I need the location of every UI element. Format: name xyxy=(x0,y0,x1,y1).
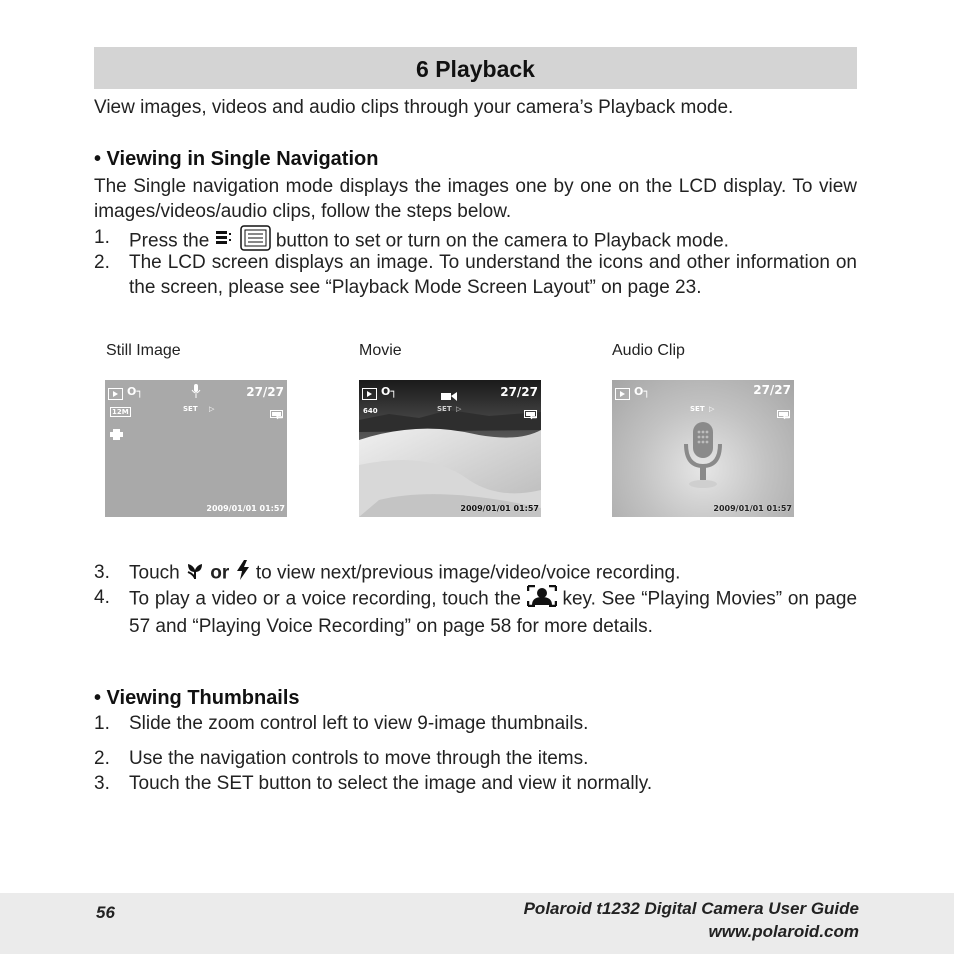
datetime-stamp: 2009/01/01 01:57 xyxy=(460,504,539,513)
card-icon: ⇐ xyxy=(782,413,790,423)
playback-mode-icon xyxy=(108,388,123,400)
step-number: 1. xyxy=(94,227,110,248)
intro-text: View images, videos and audio clips through your camera’s Playback mode. xyxy=(94,97,734,118)
heading-single-navigation: • Viewing in Single Navigation xyxy=(94,148,379,170)
lock-icon: O┐ xyxy=(381,385,397,398)
caption-movie: Movie xyxy=(359,342,402,359)
play-indicator-icon: ▷ xyxy=(709,405,715,413)
card-icon: ⇐ xyxy=(275,413,283,423)
step-number: 2. xyxy=(94,252,110,273)
datetime-stamp: 2009/01/01 01:57 xyxy=(206,504,285,513)
resolution-badge: 640 xyxy=(363,407,378,415)
lock-icon: O┐ xyxy=(634,385,650,398)
set-indicator: SET xyxy=(183,405,198,413)
section-title: 6 Playback xyxy=(416,56,535,82)
microphone-icon xyxy=(191,383,201,402)
play-indicator-icon: ▷ xyxy=(456,405,462,413)
step-3-or: or xyxy=(210,562,230,584)
step-number: 4. xyxy=(94,587,110,608)
guide-title: Polaroid t1232 Digital Camera User Guide xyxy=(523,899,859,918)
playback-mode-icon xyxy=(615,388,630,400)
datetime-stamp: 2009/01/01 01:57 xyxy=(713,504,792,513)
movie-icon xyxy=(441,386,457,405)
step-3-post: to view next/previous image/video/voice recording. xyxy=(255,562,681,584)
step-1-pre: Press the xyxy=(129,230,210,252)
step-3 xyxy=(129,560,857,587)
card-icon: ⇐ xyxy=(529,413,537,423)
caption-audio-clip: Audio Clip xyxy=(612,342,685,359)
flash-icon xyxy=(235,560,251,587)
website-link[interactable]: www.polaroid.com xyxy=(708,922,859,941)
page-number: 56 xyxy=(96,903,115,922)
movie-screen xyxy=(359,380,541,517)
heading-viewing-thumbnails: • Viewing Thumbnails xyxy=(94,687,300,709)
set-indicator: SET xyxy=(437,405,452,413)
file-counter: 27/27 xyxy=(500,385,538,399)
lock-icon: O┐ xyxy=(127,385,143,398)
set-indicator: SET xyxy=(690,405,705,413)
thumb-step-3: Touch the SET button to select the image and view it normally. xyxy=(129,773,653,794)
step-4-pre: To play a video or a voice recording, touch the xyxy=(129,588,521,610)
step-4 xyxy=(129,585,857,639)
step-number: 1. xyxy=(94,713,110,734)
step-4-post: key. See “Playing Movies” on page 57 and “Playing Voice Recording” on page 58 for more details. xyxy=(129,588,858,637)
file-counter: 27/27 xyxy=(246,385,284,399)
play-indicator-icon: ▷ xyxy=(209,405,215,413)
step-number: 2. xyxy=(94,748,110,769)
step-number: 3. xyxy=(94,773,110,794)
page-footer xyxy=(0,893,954,954)
microphone-icon xyxy=(682,420,724,496)
caption-still-image: Still Image xyxy=(106,342,181,359)
footer-right xyxy=(524,897,859,943)
step-3-pre: Touch xyxy=(129,562,180,584)
step-number: 3. xyxy=(94,562,110,583)
playback-mode-icon xyxy=(362,388,377,400)
thumb-step-2: Use the navigation controls to move through the items. xyxy=(129,748,589,769)
macro-icon xyxy=(185,560,205,587)
resolution-badge: 12M xyxy=(112,408,129,416)
thumb-step-1: Slide the zoom control left to view 9-image thumbnails. xyxy=(129,713,589,734)
single-nav-paragraph: The Single navigation mode displays the images one by one on the LCD display. To view images/videos/audio clips, follow the steps below. xyxy=(94,176,857,222)
audio-clip-screen xyxy=(612,380,794,517)
print-icon xyxy=(110,425,123,444)
step-2: The LCD screen displays an image. To understand the icons and other information on the screen, please see “Playback Mode Screen Layout” on page 23. xyxy=(129,252,857,298)
section-title-bar xyxy=(94,47,857,89)
still-image-screen xyxy=(105,380,287,517)
file-counter: 27/27 xyxy=(753,383,791,397)
step-1-post: button to set or turn on the camera to Playback mode. xyxy=(275,230,729,252)
play-key-icon xyxy=(527,585,557,614)
